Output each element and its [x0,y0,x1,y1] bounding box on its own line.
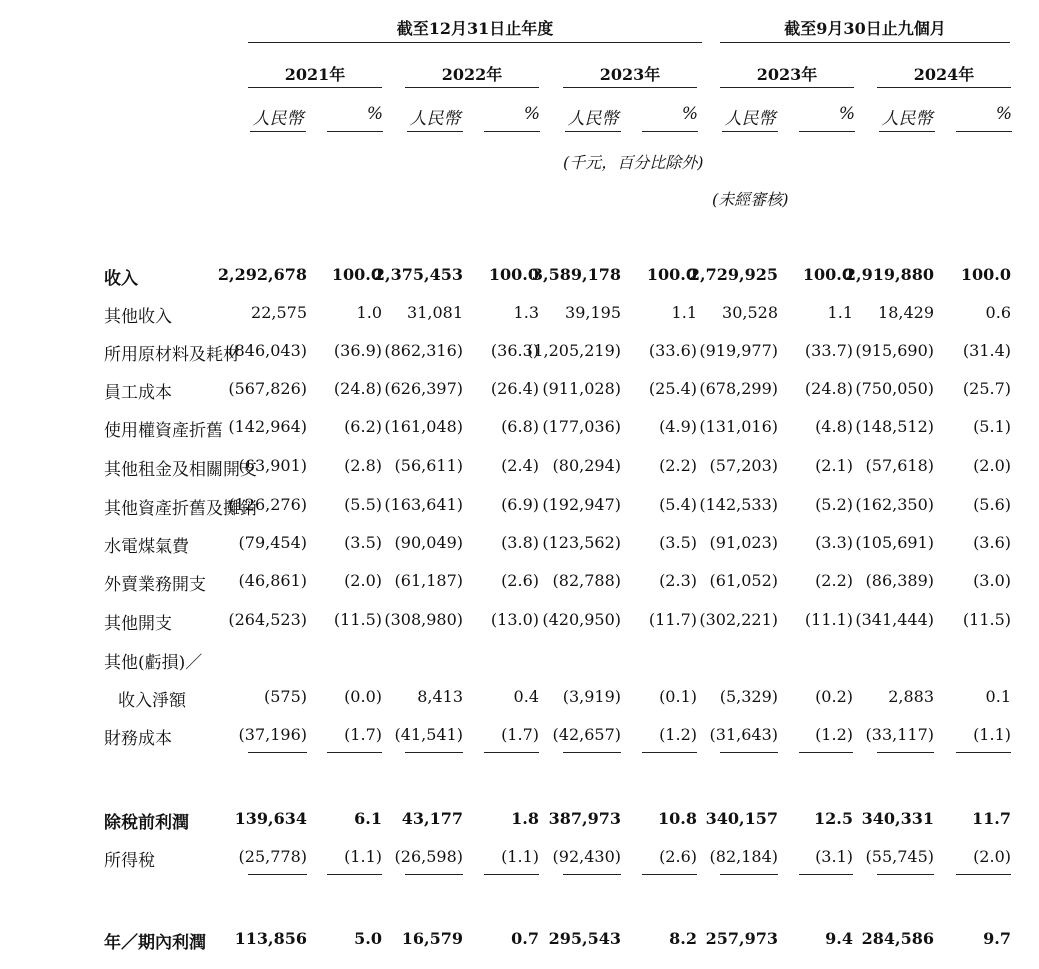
amount-cell: 43,177 [401,809,463,828]
percent-cell: 0.1 [985,687,1011,706]
amount-cell: (919,977) [699,341,778,360]
amount-cell: 2,292,678 [217,265,307,284]
percent-cell: (5.4) [659,495,697,514]
amount-cell: (750,050) [855,379,934,398]
percent-cell: 8.2 [669,929,697,948]
year-underline [720,87,854,88]
percent-cell: (3.8) [501,533,539,552]
header-group-nine-months-underline [720,42,1010,43]
amount-cell: (862,316) [384,341,463,360]
amount-cell: (126,276) [228,495,307,514]
amount-cell: 39,195 [565,303,621,322]
year-header: 2021年 [284,65,346,84]
percent-cell: (36.3) [490,341,539,360]
percent-cell: 100.0 [646,265,697,284]
currency-underline [722,131,778,132]
percent-cell: 6.1 [354,809,382,828]
percent-cell: (0.1) [659,687,697,706]
percent-cell: 0.4 [513,687,539,706]
amount-cell: (82,184) [709,847,778,866]
amount-cell: (80,294) [552,456,621,475]
percent-underline [327,131,383,132]
percent-cell: (3.0) [973,571,1011,590]
row-label: 員工成本 [104,383,172,403]
amount-cell: (567,826) [228,379,307,398]
amount-cell: (26,598) [394,847,463,866]
percent-cell: (36.9) [333,341,382,360]
amount-cell: 113,856 [234,929,307,948]
percent-cell: (0.0) [344,687,382,706]
subtotal-rule [248,752,307,753]
percent-cell: (3.3) [815,533,853,552]
row-label: 其他(虧損)／ [104,653,203,673]
currency-underline [565,131,621,132]
percent-cell: (5.1) [973,417,1011,436]
amount-cell: (846,043) [228,341,307,360]
percent-cell: 5.0 [354,929,382,948]
amount-cell: 257,973 [705,929,778,948]
subtotal-rule [877,752,934,753]
percent-cell: 0.7 [511,929,539,948]
amount-cell: (148,512) [855,417,934,436]
amount-cell: (31,643) [709,725,778,744]
percent-cell: (24.8) [333,379,382,398]
percent-cell: (2.0) [344,571,382,590]
percent-cell: 100.0 [802,265,853,284]
year-header: 2024年 [913,65,975,84]
percent-cell: (25.4) [648,379,697,398]
unaudited-note: (未經審核) [712,190,789,209]
year-header: 2023年 [599,65,661,84]
percent-cell: (6.9) [501,495,539,514]
currency-header: 人民幣 [724,109,776,129]
amount-cell: 139,634 [234,809,307,828]
subtotal-rule [877,874,934,875]
year-underline [877,87,1011,88]
amount-cell: (61,187) [394,571,463,590]
percent-cell: (2.4) [501,456,539,475]
percent-cell: (25.7) [962,379,1011,398]
percent-cell: 1.0 [356,303,382,322]
subtotal-rule [563,874,621,875]
percent-header: % [838,104,855,124]
percent-cell: (4.8) [815,417,853,436]
currency-header: 人民幣 [881,109,933,129]
percent-cell: 1.1 [827,303,853,322]
amount-cell: (5,329) [719,687,778,706]
percent-cell: (1.7) [501,725,539,744]
currency-underline [250,131,306,132]
year-underline [405,87,539,88]
header-group-full-year: 截至12月31日止年度 [396,19,554,38]
percent-header: % [995,104,1012,124]
percent-cell: (13.0) [490,610,539,629]
percent-cell: 1.8 [511,809,539,828]
amount-cell: (37,196) [238,725,307,744]
row-label: 收入淨額 [118,691,186,711]
percent-header: % [681,104,698,124]
percent-cell: (5.6) [973,495,1011,514]
percent-cell: 9.4 [825,929,853,948]
year-header: 2022年 [441,65,503,84]
percent-cell: (6.2) [344,417,382,436]
amount-cell: (1,205,219) [527,341,621,360]
percent-cell: 1.3 [513,303,539,322]
subtotal-rule [405,752,463,753]
percent-underline [642,131,698,132]
percent-cell: (5.5) [344,495,382,514]
percent-cell: (2.6) [501,571,539,590]
row-label: 財務成本 [104,729,172,749]
subtotal-rule [642,874,697,875]
amount-cell: 22,575 [251,303,307,322]
percent-cell: (1.2) [815,725,853,744]
percent-cell: 100.0 [488,265,539,284]
subtotal-rule [956,752,1011,753]
amount-cell: (92,430) [552,847,621,866]
percent-cell: (1.1) [973,725,1011,744]
amount-cell: (163,641) [384,495,463,514]
amount-cell: (308,980) [384,610,463,629]
currency-header: 人民幣 [252,109,304,129]
percent-cell: (1.2) [659,725,697,744]
percent-cell: (2.6) [659,847,697,866]
amount-cell: (55,745) [865,847,934,866]
row-label: 收入 [104,269,138,289]
percent-cell: (11.1) [804,610,853,629]
amount-cell: (131,016) [699,417,778,436]
percent-cell: (3.1) [815,847,853,866]
amount-cell: (57,618) [865,456,934,475]
amount-cell: 284,586 [861,929,934,948]
amount-cell: (86,389) [865,571,934,590]
percent-header: % [366,104,383,124]
row-label: 其他收入 [104,307,172,327]
percent-cell: (3.5) [659,533,697,552]
percent-cell: 0.6 [985,303,1011,322]
percent-cell: (11.5) [333,610,382,629]
amount-cell: 340,157 [705,809,778,828]
percent-cell: (3.6) [973,533,1011,552]
amount-cell: (25,778) [238,847,307,866]
row-label: 使用權資產折舊 [104,421,223,441]
amount-cell: (915,690) [855,341,934,360]
amount-cell: 16,579 [401,929,463,948]
row-label: 除稅前利潤 [104,813,189,833]
amount-cell: 2,919,880 [844,265,934,284]
percent-cell: 1.1 [671,303,697,322]
amount-cell: (161,048) [384,417,463,436]
currency-header: 人民幣 [567,109,619,129]
row-label: 其他資產折舊及攤銷 [104,499,257,519]
subtotal-rule [956,874,1011,875]
currency-underline [879,131,935,132]
percent-cell: 100.0 [331,265,382,284]
subtotal-rule [563,752,621,753]
currency-underline [407,131,463,132]
amount-cell: (192,947) [542,495,621,514]
percent-cell: (2.0) [973,456,1011,475]
percent-header: % [523,104,540,124]
percent-cell: (2.3) [659,571,697,590]
amount-cell: 2,729,925 [688,265,778,284]
percent-cell: (26.4) [490,379,539,398]
percent-cell: (2.1) [815,456,853,475]
year-underline [563,87,697,88]
unit-note: (千元，百分比除外) [563,153,704,172]
row-label: 所用原材料及耗材 [104,345,240,365]
percent-cell: 10.8 [658,809,697,828]
subtotal-rule [720,752,778,753]
amount-cell: (61,052) [709,571,778,590]
subtotal-rule [799,752,853,753]
subtotal-rule [484,752,539,753]
row-label: 外賣業務開支 [104,575,206,595]
row-label: 所得稅 [104,851,155,871]
percent-cell: (2.8) [344,456,382,475]
amount-cell: (79,454) [238,533,307,552]
percent-cell: (1.1) [501,847,539,866]
amount-cell: 340,331 [861,809,934,828]
amount-cell: (142,964) [228,417,307,436]
amount-cell: (3,919) [562,687,621,706]
percent-cell: (4.9) [659,417,697,436]
percent-cell: 9.7 [983,929,1011,948]
subtotal-rule [642,752,697,753]
amount-cell: (63,901) [238,456,307,475]
amount-cell: (177,036) [542,417,621,436]
percent-cell: 12.5 [814,809,853,828]
percent-cell: (11.7) [648,610,697,629]
percent-cell: 100.0 [960,265,1011,284]
row-label: 其他租金及相關開支 [104,460,257,480]
percent-cell: (1.7) [344,725,382,744]
row-label: 其他開支 [104,614,172,634]
amount-cell: (105,691) [855,533,934,552]
percent-cell: (11.5) [962,610,1011,629]
header-group-full-year-underline [248,42,702,43]
percent-cell: (1.1) [344,847,382,866]
year-underline [248,87,382,88]
percent-underline [799,131,855,132]
amount-cell: (57,203) [709,456,778,475]
amount-cell: 8,413 [417,687,463,706]
header-group-nine-months: 截至9月30日止九個月 [784,19,946,38]
percent-cell: (2.2) [815,571,853,590]
amount-cell: 295,543 [548,929,621,948]
amount-cell: 2,883 [888,687,934,706]
percent-cell: (0.2) [815,687,853,706]
amount-cell: (302,221) [699,610,778,629]
subtotal-rule [484,874,539,875]
subtotal-rule [327,874,382,875]
percent-cell: (2.2) [659,456,697,475]
amount-cell: 387,973 [548,809,621,828]
amount-cell: (142,533) [699,495,778,514]
subtotal-rule [405,874,463,875]
amount-cell: (82,788) [552,571,621,590]
amount-cell: 3,589,178 [531,265,621,284]
amount-cell: (341,444) [855,610,934,629]
percent-cell: (6.8) [501,417,539,436]
amount-cell: (46,861) [238,571,307,590]
percent-cell: (2.0) [973,847,1011,866]
percent-cell: (33.7) [804,341,853,360]
subtotal-rule [720,874,778,875]
amount-cell: (42,657) [552,725,621,744]
percent-underline [484,131,540,132]
subtotal-rule [327,752,382,753]
year-header: 2023年 [756,65,818,84]
percent-cell: (31.4) [962,341,1011,360]
amount-cell: (420,950) [542,610,621,629]
percent-cell: (3.5) [344,533,382,552]
subtotal-rule [799,874,853,875]
percent-cell: (33.6) [648,341,697,360]
percent-cell: (24.8) [804,379,853,398]
amount-cell: (56,611) [394,456,463,475]
amount-cell: (575) [263,687,307,706]
percent-cell: (5.2) [815,495,853,514]
amount-cell: 18,429 [878,303,934,322]
amount-cell: (626,397) [384,379,463,398]
amount-cell: 30,528 [722,303,778,322]
currency-header: 人民幣 [409,109,461,129]
percent-cell: 11.7 [972,809,1011,828]
amount-cell: (911,028) [542,379,621,398]
amount-cell: (162,350) [855,495,934,514]
amount-cell: (91,023) [709,533,778,552]
row-label: 年／期內利潤 [104,933,206,953]
percent-underline [956,131,1012,132]
amount-cell: (678,299) [699,379,778,398]
subtotal-rule [248,874,307,875]
amount-cell: (90,049) [394,533,463,552]
amount-cell: (123,562) [542,533,621,552]
amount-cell: 31,081 [407,303,463,322]
amount-cell: 2,375,453 [373,265,463,284]
amount-cell: (33,117) [865,725,934,744]
amount-cell: (41,541) [394,725,463,744]
amount-cell: (264,523) [228,610,307,629]
row-label: 水電煤氣費 [104,537,189,557]
